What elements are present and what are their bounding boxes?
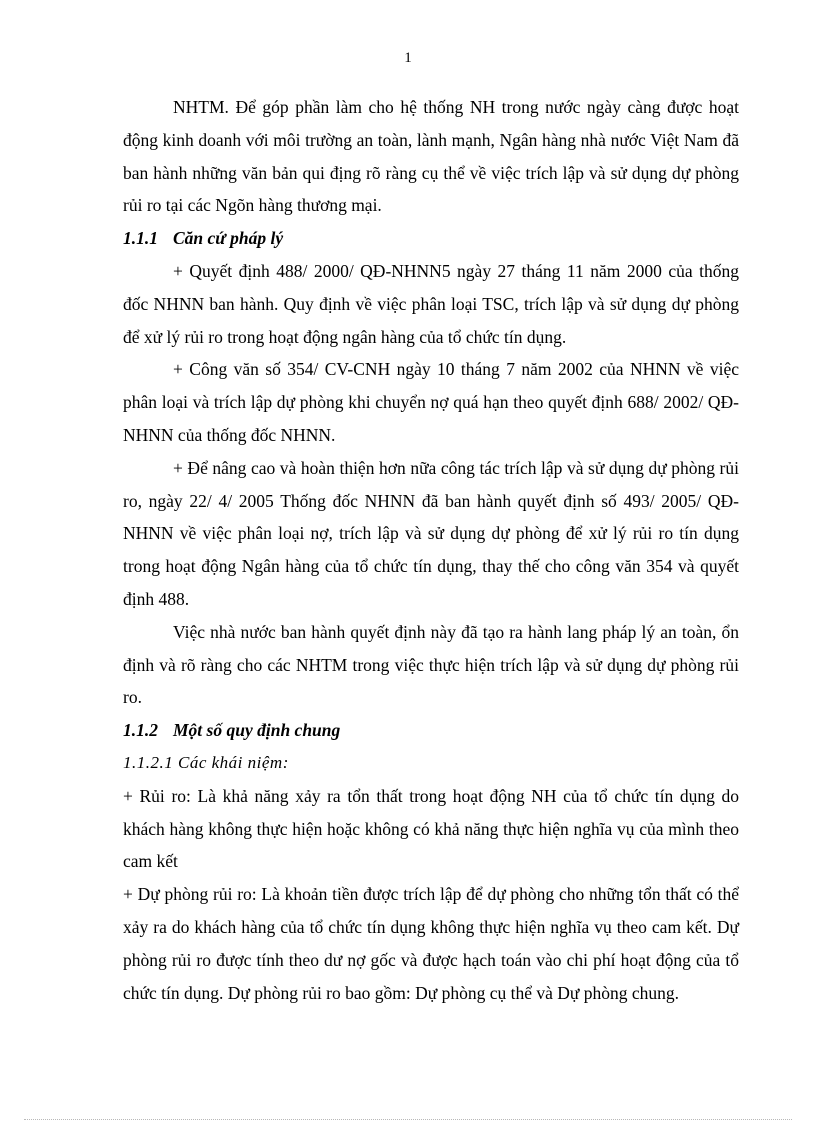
section-number: 1.1.1 [123,228,158,249]
section-number: 1.1.2 [123,720,158,741]
legal-item: + Công văn số 354/ CV-CNH ngày 10 tháng 7 năm 2002 của NHNN về việc phân loại và trích lập dự phòng khi chuyển nợ quá hạn theo quyết định 688/ 2002/ QĐ-NHNN của thống đốc NHNN. [123,359,739,445]
section-heading-general-rules [123,714,739,747]
legal-item: Việc nhà nước ban hành quyết định này đã tạo ra hành lang pháp lý an toàn, ổn định và rõ ràng cho các NHTM trong việc thực hiện trích lập và sử dụng dự phòng rủi ro. [123,621,739,708]
document-body [123,91,739,1009]
section-title: Căn cứ pháp lý [173,228,284,249]
subsection-heading: 1.1.2.1 Các khái niệm: [123,752,289,772]
section-heading-legal-basis [123,222,739,255]
page-bottom-divider [24,1119,792,1120]
definition-item: + Rủi ro: Là khả năng xảy ra tổn thất trong hoạt động NH của tổ chức tín dụng do khách hàng không thực hiện hoặc không có khả năng thực hiện nghĩa vụ của mình theo cam kết [123,785,739,872]
page-number: 1 [404,50,412,66]
intro-paragraph: NHTM. Để góp phần làm cho hệ thống NH trong nước ngày càng được hoạt động kinh doanh với môi trường an toàn, lành mạnh, Ngân hàng nhà nước Việt Nam đã ban hành những văn bản qui địng rõ ràng cụ thể về việc trích lập và sử dụng dự phòng rủi ro tại các Ngõn hàng thương mại. [123,97,739,216]
legal-item: + Quyết định 488/ 2000/ QĐ-NHNN5 ngày 27 tháng 11 năm 2000 của thống đốc NHNN ban hành. Quy định về việc phân loại TSC, trích lập và sử dụng dự phòng để xử lý rủi ro trong hoạt động ngân hàng của tổ chức tín dụng. [123,260,739,347]
section-title: Một số quy định chung [173,720,341,741]
legal-item: + Để nâng cao và hoàn thiện hơn nữa công tác trích lập và sử dụng dự phòng rủi ro, ngày 22/ 4/ 2005 Thống đốc NHNN đã ban hành quyết định số 493/ 2005/ QĐ-NHNN về việc phân loại nợ, trích lập và sử dụng dự phòng để xử lý rủi ro tín dụng trong hoạt động Ngân hàng của tổ chức tín dụng, thay thế cho công văn 354 và quyết định 488. [123,457,739,609]
definition-item: + Dự phòng rủi ro: Là khoản tiền được trích lập để dự phòng cho những tổn thất có thể xảy ra do khách hàng của tổ chức tín dụng không thực hiện nghĩa vụ theo cam kết. Dự phòng rủi ro được tính theo dư nợ gốc và được hạch toán vào chi phí hoạt động của tổ chức tín dụng. Dự phòng rủi ro bao gồm: Dự phòng cụ thể và Dự phòng chung. [123,884,739,1003]
